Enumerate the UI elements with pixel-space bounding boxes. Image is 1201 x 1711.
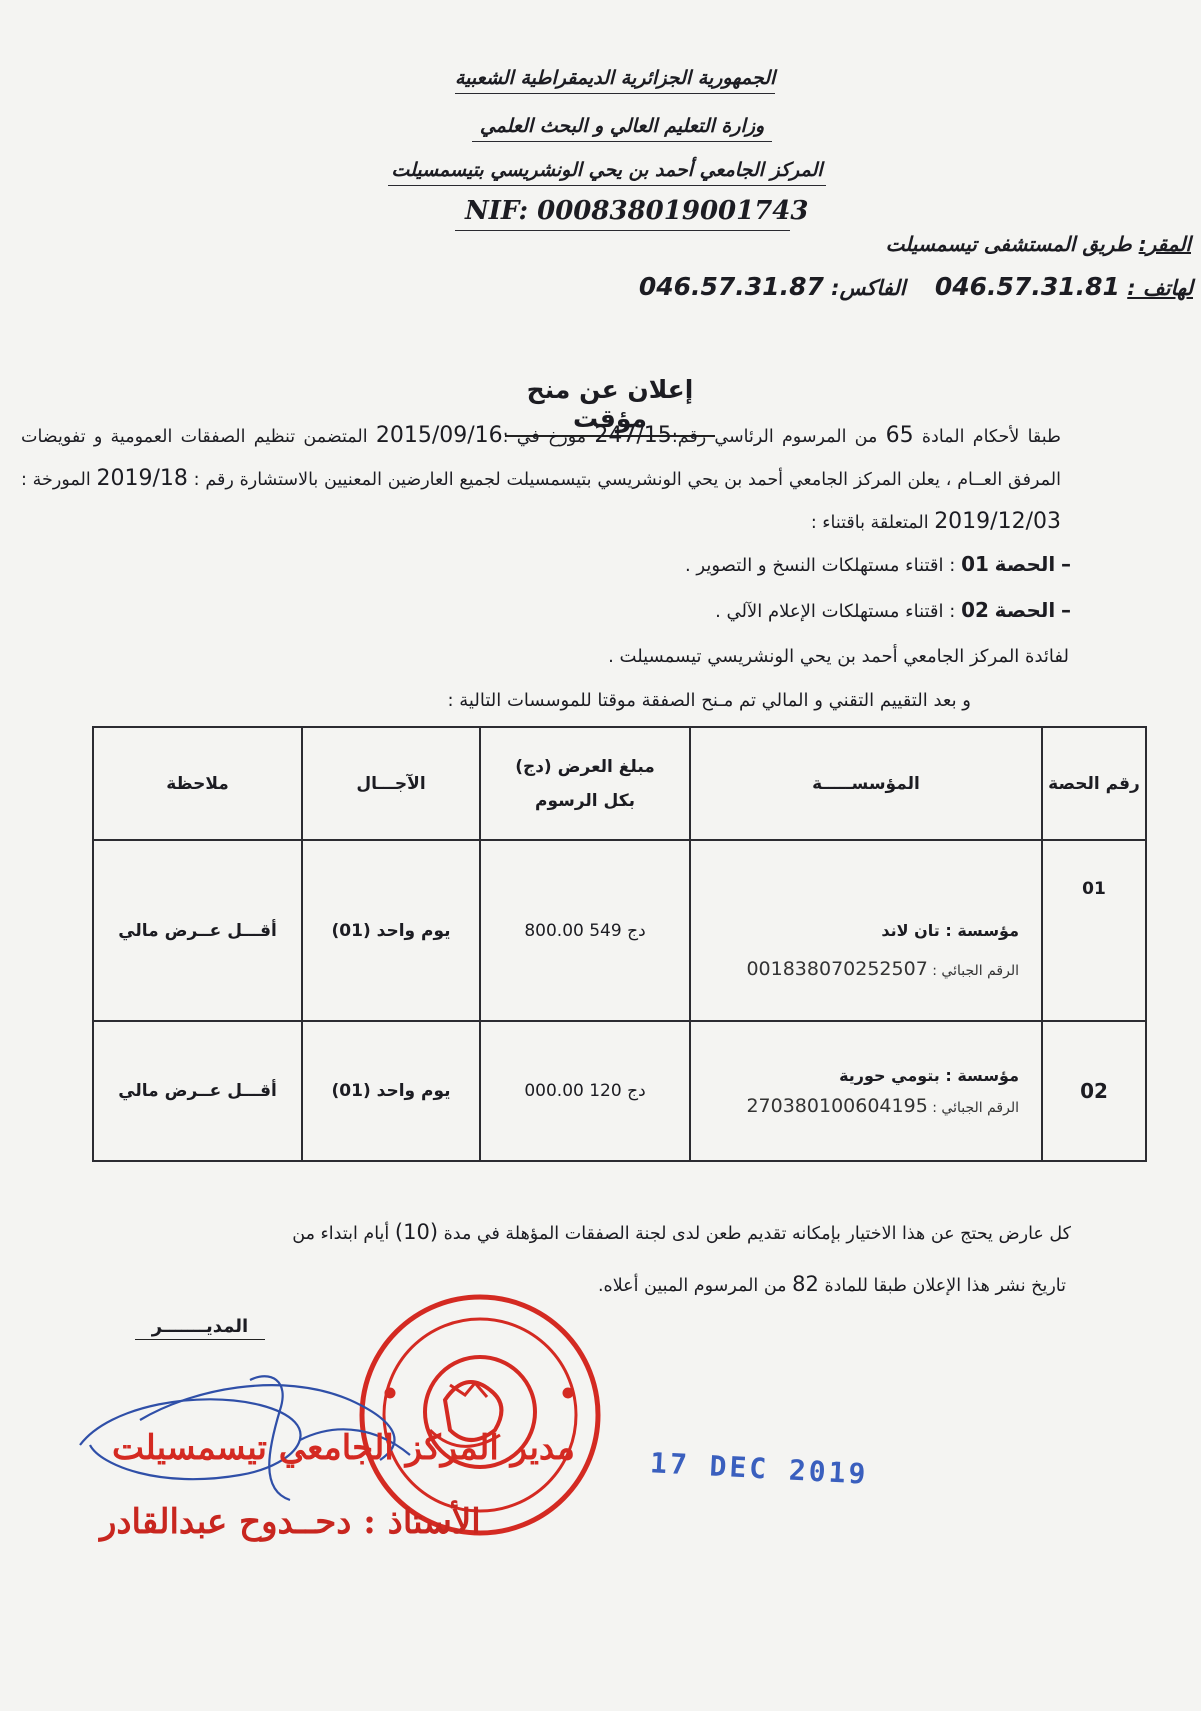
- cell-note: أقـــل عــرض مالي: [93, 1021, 302, 1161]
- beneficiary-line: لفائدة المركز الجامعي أحمد بن يحي الونشريسي تيسمسيلت .: [608, 646, 1069, 667]
- seat-value: طريق المستشفى تيسمسيلت: [885, 232, 1132, 256]
- director-name-stamp: الأستاذ : دحــدوح عبدالقادر: [100, 1502, 481, 1542]
- announcement-title: إعلان عن منح مؤقت: [505, 375, 715, 437]
- cell-term: يوم واحد (01): [302, 840, 480, 1021]
- center-heading: المركز الجامعي أحمد بن يحي الونشريسي بتيسمسيلت: [388, 159, 826, 186]
- intro-text: المتعلقة باقتناء :: [810, 513, 929, 533]
- lot-dash: –: [1061, 598, 1071, 622]
- award-table: [92, 726, 1147, 1162]
- amount-unit: دج: [627, 1081, 646, 1101]
- closing-text: أيام ابتداء من: [292, 1224, 390, 1244]
- cell-amount: [480, 1021, 690, 1161]
- org-nif-value: 001838070252507: [746, 958, 928, 980]
- header-note: ملاحظة: [93, 727, 302, 840]
- cell-org: [690, 1021, 1042, 1161]
- fax-label: الفاكس:: [831, 276, 906, 300]
- closing-line-2: [598, 1272, 1066, 1296]
- lot-description: : اقتناء مستهلكات النسخ و التصوير .: [684, 555, 956, 576]
- cell-note: أقـــل عــرض مالي: [93, 840, 302, 1021]
- org-nif-label: الرقم الجبائي :: [932, 963, 1019, 979]
- ministry-heading: وزارة التعليم العالي و البحث العلمي: [472, 115, 772, 142]
- fax-value: 046.57.31.87: [638, 272, 824, 301]
- phone-value: 046.57.31.81: [934, 272, 1120, 301]
- org-nif-label: الرقم الجبائي :: [932, 1099, 1019, 1116]
- nif-line: [455, 196, 809, 231]
- cell-lot: 01: [1042, 840, 1146, 1021]
- header-amount-line1: مبلغ العرض (دج): [515, 756, 655, 777]
- header-org: المؤسســـــة: [690, 727, 1042, 840]
- cell-term: يوم واحد (01): [302, 1021, 480, 1161]
- table-header-row: [93, 727, 1146, 840]
- lot-dash: –: [1061, 552, 1071, 576]
- official-seal-icon: [362, 1297, 598, 1533]
- intro-text: من المرسوم الرئاسي رقم:: [671, 427, 878, 447]
- table-row: [93, 840, 1146, 1021]
- lot-line-02: [715, 598, 1071, 622]
- lot-label: الحصة: [994, 598, 1056, 622]
- consultation-number: 2019/18: [96, 466, 188, 491]
- amount-value: 549 800.00: [524, 920, 622, 941]
- cell-amount: [480, 840, 690, 1021]
- lot-number: 01: [961, 552, 989, 576]
- org-nif: [691, 1095, 1019, 1117]
- header-amount: [480, 727, 690, 840]
- republic-heading: الجمهورية الجزائرية الديمقراطية الشعبية: [455, 67, 775, 94]
- org-nif-value: 270380100604195: [746, 1094, 928, 1117]
- lot-label: الحصة: [994, 552, 1056, 576]
- consultation-date: 2019/12/03: [934, 509, 1061, 534]
- header-term: الآجـــال: [302, 727, 480, 840]
- amount-unit: دج: [627, 920, 646, 941]
- nif-value: 000838019001743: [537, 196, 809, 226]
- org-name: مؤسسة : تان لاند: [881, 921, 1019, 940]
- intro-paragraph: [21, 415, 1061, 544]
- amount-value: 120 000.00: [524, 1081, 622, 1101]
- evaluation-line: و بعد التقييم التقني و المالي تم مـنح الصفقة موقتا للموسسات التالية :: [447, 690, 971, 711]
- seat-line: [886, 232, 1191, 256]
- decree-number: 247/15: [594, 423, 672, 448]
- decree-date: 2015/09/16: [375, 423, 503, 448]
- date-stamp: 17 DEC 2019: [649, 1446, 870, 1491]
- article-number: 82: [792, 1272, 819, 1296]
- lot-description: : اقتناء مستهلكات الإعلام الآلي .: [715, 601, 956, 622]
- intro-text: مورخ في :: [502, 427, 587, 447]
- lot-number: 02: [961, 598, 989, 622]
- closing-text: كل عارض يحتج عن هذا الاختيار بإمكانه تقديم طعن لدى لجنة الصفقات المؤهلة في مدة: [443, 1224, 1071, 1244]
- director-title-stamp: مدير المركز الجامعي تيسمسيلت: [112, 1428, 575, 1468]
- closing-text: من المرسوم المبين أعلاه.: [597, 1276, 787, 1296]
- intro-text: طبقا لأحكام المادة: [921, 427, 1061, 447]
- phone-line: [639, 272, 1193, 301]
- closing-text: تاريخ نشر هذا الإعلان طبقا للمادة: [824, 1276, 1066, 1296]
- phone-label: لهاتف :: [1127, 276, 1193, 300]
- table-row: [93, 1021, 1146, 1161]
- intro-text: المورخة :: [21, 470, 91, 490]
- cell-lot: 02: [1042, 1021, 1146, 1161]
- article-number: 65: [885, 423, 914, 448]
- days-count: (10): [394, 1220, 439, 1244]
- nif-label: NIF:: [465, 196, 529, 226]
- closing-line-1: [292, 1220, 1071, 1244]
- seat-label: المقر:: [1138, 232, 1191, 256]
- org-nif: [691, 958, 1019, 980]
- director-label: المديـــــــر: [135, 1316, 265, 1340]
- org-name: مؤسسة : بتومي حورية: [839, 1065, 1019, 1085]
- header-amount-line2: بكل الرسوم: [535, 790, 635, 811]
- header-lot: رقم الحصة: [1042, 727, 1146, 840]
- intro-text: المتضمن تنظيم الصفقات العمومية و تفويضات المرفق العــام ، يعلن المركز الجامعي أحمد بن يحي الونشريسي بتيسمسيلت لجميع العارضين المعنيين بالاستشارة رقم :: [21, 427, 1061, 490]
- lot-line-01: [685, 552, 1071, 576]
- cell-org: [690, 840, 1042, 1021]
